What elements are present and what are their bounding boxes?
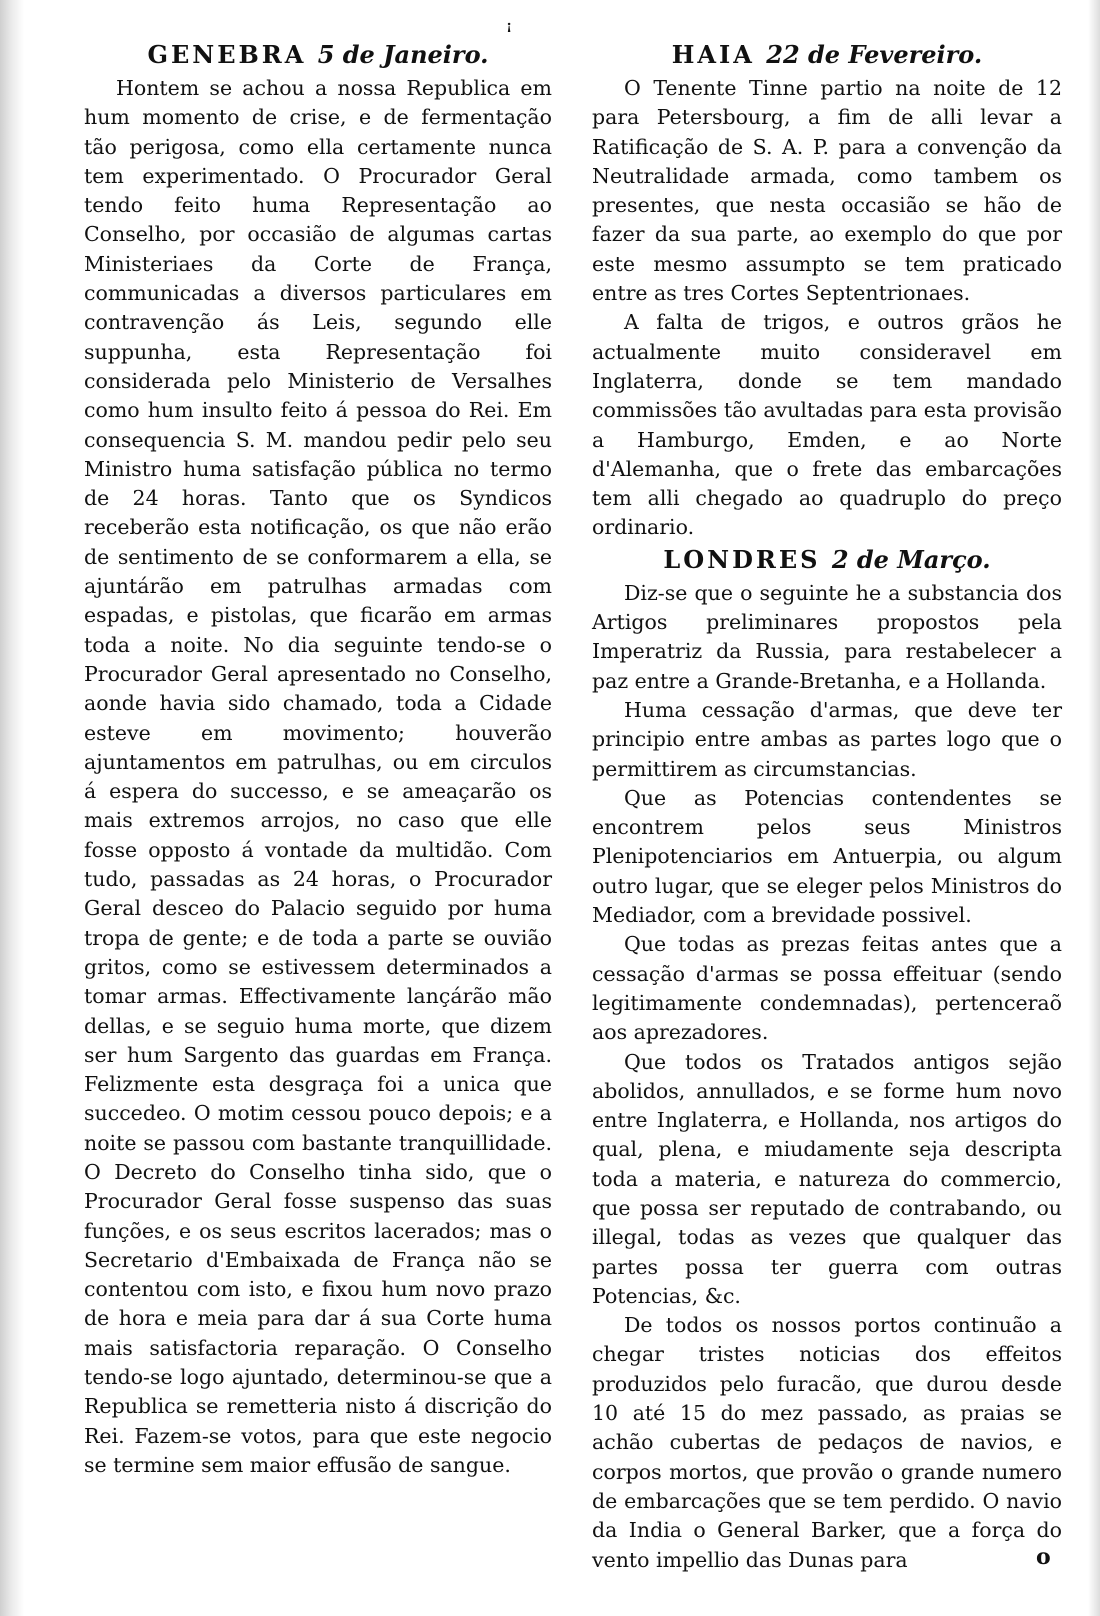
article-paragraph: Que as Potencias contendentes se encontrem pelos seus Ministros Plenipotenciarios em Antuerpia, ou algum outro lugar, que se eleger pelos Ministros do Mediador, com a brevidade possivel. [592, 785, 1062, 928]
right-column [592, 38, 1062, 1575]
dateline-place: LONDRES [663, 544, 821, 574]
article-paragraph: Huma cessação d'armas, que deve ter principio entre ambas as partes logo que o permittirem as circumstancias. [592, 697, 1062, 781]
dateline-place: GENEBRA [147, 40, 307, 69]
dateline-date: 22 de Fevereiro. [766, 40, 983, 69]
dateline-date: 5 de Janeiro. [317, 40, 489, 69]
catchword: o [1036, 1544, 1051, 1570]
article-paragraph: Que todos os Tratados antigos sejão abolidos, annullados, e se forme hum novo entre Inglaterra, e Hollanda, nos artigos do qual, plena, e miudamente seja descripta toda a materia, e natureza do commercio, que possa ser reputado de contrabando, ou illegal, todas as vezes que qualquer das partes possa ter guerra com outras Potencias, &c. [592, 1049, 1062, 1308]
left-column [84, 38, 552, 1480]
dateline-genebra [84, 38, 552, 72]
dateline-londres [592, 543, 1062, 577]
article-paragraph: De todos os nossos portos continuão a chegar tristes noticias dos effeitos produzidos pelo furacão, que durou desde 10 até 15 do mez passado, as praias se achão cubertas de pedaços de navios, e corpos mortos, que provão o grande numero de embarcações que se tem perdido. O navio da India o General Barker, que a força do vento impellio das Dunas para [592, 1313, 1062, 1572]
dateline-haia [592, 38, 1062, 72]
dateline-date: 2 de Março. [831, 544, 991, 574]
dateline-place: HAIA [671, 40, 755, 69]
page-shadow-right [1088, 0, 1100, 1616]
article-paragraph: A falta de trigos, e outros grãos he actualmente muito consideravel em Inglaterra, donde se tem mandado commissões tão avultadas para esta provisão a Hamburgo, Emden, e ao Norte d'Alemanha, que o frete das embarcações tem alli chegado ao quadruplo do preço ordinario. [592, 310, 1062, 540]
top-mark: ꜟ [506, 12, 513, 38]
article-paragraph: Hontem se achou a nossa Republica em hum momento de crise, e de fermentação tão perigosa, como ella certamente nunca tem experimentado. O Procurador Geral tendo feito huma Representação ao Conselho, por occasião de algumas cartas Ministeriaes da Corte de França, communicadas a diversos particulares em contravenção ás Leis, segundo elle suppunha, esta Representação foi considerada pelo Ministerio de Versalhes como hum insulto feito á pessoa do Rei. Em consequencia S. M. mandou pedir pelo seu Ministro huma satisfação pública no termo de 24 horas. Tanto que os Syndicos receberão esta notificação, os que não erão de sentimento de se conformarem a ella, se ajuntárão em patrulhas armadas com espadas, e pistolas, que ficarão em armas toda a noite. No dia seguinte tendo-se o Procurador Geral apresentado no Conselho, aonde havia sido chamado, toda a Cidade esteve em movimento; houverão ajuntamentos em patrulhas, ou em circulos á espera do successo, e se ameaçarão os mais extremos arrojos, no caso que elle fosse opposto á vontade da multidão. Com tudo, passadas as 24 horas, o Procurador Geral desceo do Palacio seguido por huma tropa de gente; e de toda a parte se ouvião gritos, como se estivessem determinados a tomar armas. Effectivamente lançárão mão dellas, e se seguio huma morte, que dizem ser hum Sargento das guardas em França. Felizmente esta desgraça foi a unica que succedeo. O motim cessou pouco depois; e a noite se passou com bastante tranquillidade. O Decreto do Conselho tinha sido, que o Procurador Geral fosse suspenso das suas funções, e os seus escritos lacerados; mas o Secretario d'Embaixada de França não se contentou com isto, e fixou hum novo prazo de hora e meia para dar á sua Corte huma mais satisfactoria reparação. O Conselho tendo-se logo ajuntado, determinou-se que a Republica se remetteria nisto á discrição do Rei. Fazem-se votos, para que este negocio se termine sem maior effusão de sangue. [84, 76, 552, 1477]
article-paragraph: Diz-se que o seguinte he a substancia dos Artigos preliminares propostos pela Imperatriz da Russia, para restabelecer a paz entre a Grande-Bretanha, e a Hollanda. [592, 580, 1062, 693]
page-shadow-left [0, 0, 24, 1616]
article-paragraph: O Tenente Tinne partio na noite de 12 para Petersbourg, a fim de alli levar a Ratificação de S. A. P. para a convenção da Neutralidade armada, como tambem os presentes, que nesta occasião se hão de fazer da sua parte, ao exemplo do que por este mesmo assumpto se tem praticado entre as tres Cortes Septentrionaes. [592, 76, 1062, 306]
article-paragraph: Que todas as prezas feitas antes que a cessação d'armas se possa effeituar (sendo legitimamente condemnadas), pertenceraõ aos aprezadores. [592, 932, 1062, 1045]
